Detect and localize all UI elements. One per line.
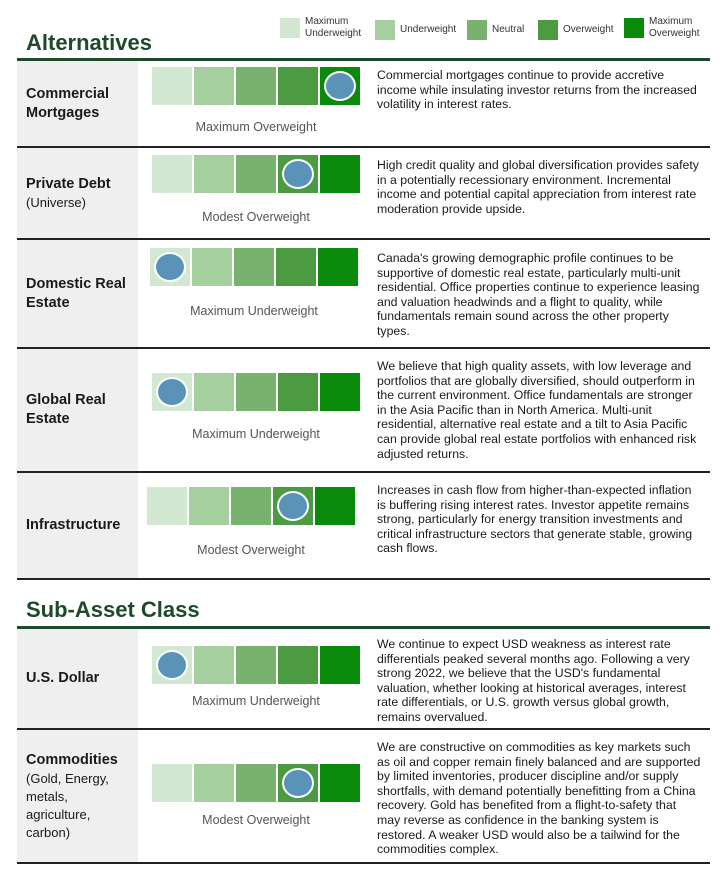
scale-cell-5 [320,764,360,802]
row-description: Increases in cash flow from higher-than-expected inflation is buffering rising interest rates. Investor appetite remains strong, particularly for energy transition investments and critical infrastructure sectors that generate stable, growing cash flows. [377,483,693,556]
scale-cell-1 [152,646,192,684]
legend-item-underweight [375,20,456,40]
row-global-real-estate [17,349,710,473]
row-description: We are constructive on commodities as key markets such as oil and copper remain finely balanced and are supported by limited inventories, producer discipline and/or supply shortfalls, with demand potentially benefitting from a China recovery. Gold has benefited from a flight-to-safety that may reverse as confidence in the banking system is restored. A weaker USD would also be a tailwind for the commodities complex. [377,740,701,857]
legend-item-overweight [538,20,614,40]
row-description: We believe that high quality assets, with low leverage and portfolios that are globally diversified, should outperform in the current environment. Office fundamentals are stronger in the Asia Pacific than in North America. Multi-unit residential, alternative real estate and a tilt to Asia Pacific can provide global real estate portfolios with enhanced risk adjusted returns. [377,359,697,461]
rating-label: Modest Overweight [197,543,305,557]
rating-label: Maximum Overweight [195,120,317,134]
scale-cell-2 [194,67,234,105]
row-subtitle: (Gold, Energy, metals, agriculture, carbon) [26,770,109,840]
legend-label: Underweight [400,24,457,35]
rating-marker [324,71,356,101]
row-private-debt [17,148,710,240]
legend-item-max-underweight [280,16,365,40]
row-name: Commercial Mortgages [26,85,110,121]
row-label [17,349,138,471]
row-us-dollar [17,629,710,730]
scale-cell-5 [320,373,360,411]
rating-marker [154,252,186,282]
scale-cell-1 [147,487,187,525]
scale-cell-4 [278,373,318,411]
scale-cell-2 [194,646,234,684]
rating-scale [150,248,358,286]
legend-swatch [280,18,300,38]
row-name: Commodities [26,751,118,768]
legend-swatch [538,20,558,40]
row-description: Commercial mortgages continue to provide accretive income while insulating investor returns from the increased volatility in interest rates. [377,68,697,112]
scale-cell-3 [234,248,274,286]
scale-cell-3 [236,646,276,684]
row-name: U.S. Dollar [26,670,100,686]
scale-cell-3 [236,373,276,411]
scale-cell-4 [276,248,316,286]
row-label [17,61,138,146]
row-label [17,730,138,862]
scale-cell-5 [320,67,360,105]
scale-cell-1 [152,764,192,802]
rating-label: Modest Overweight [202,210,310,224]
row-name: Private Debt [26,175,111,192]
scale-cell-2 [194,373,234,411]
legend-label: Neutral [492,24,525,35]
legend-item-neutral [467,20,524,40]
scale-cell-3 [231,487,271,525]
scale-cell-5 [315,487,355,525]
row-subtitle: (Universe) [26,194,86,210]
legend-label: Maximum Overweight [649,16,700,39]
legend-label: Overweight [563,24,614,35]
rating-scale [152,67,360,105]
row-name: Global Real Estate [26,392,106,427]
rating-marker [282,159,314,189]
rating-scale [147,487,355,525]
row-description: High credit quality and global diversification provides safety in a potentially recessionary environment. Incremental income and potential capital appreciation from interest rate moderation provide upside. [377,158,699,216]
scale-cell-5 [318,248,358,286]
rating-scale [152,373,360,411]
scale-cell-2 [194,764,234,802]
legend-swatch [375,20,395,40]
rating-scale [152,646,360,684]
scale-cell-1 [152,155,192,193]
scale-cell-2 [189,487,229,525]
rating-marker [282,768,314,798]
scale-cell-1 [152,67,192,105]
scale-cell-1 [152,373,192,411]
legend-swatch [624,18,644,38]
scale-cell-3 [236,764,276,802]
scale-cell-3 [236,67,276,105]
row-label [17,240,138,347]
scale-cell-4 [278,646,318,684]
rating-label: Maximum Underweight [190,304,318,318]
legend-item-max-overweight [624,16,705,40]
row-name: Infrastructure [26,517,121,533]
scale-cell-2 [192,248,232,286]
row-label [17,629,138,728]
row-domestic-real-estate [17,240,710,349]
row-label [17,473,138,578]
legend-swatch [467,20,487,40]
legend [280,14,710,44]
rating-scale [152,155,360,193]
section-title-alternatives: Alternatives [26,30,152,55]
scale-cell-2 [194,155,234,193]
rating-marker [156,650,188,680]
legend-label: Maximum Underweight [305,16,362,39]
rating-label: Maximum Underweight [192,694,320,708]
row-description: We continue to expect USD weakness as interest rate differentials peaked several months ago. Following a very strong 2022, we believe that the USD's fundamental valuation, whether looking at historical averages, interest rate differentials, or U.S. growth versus global growth, remains overvalued. [377,637,690,724]
row-name: Domestic Real Estate [26,275,126,311]
scale-cell-4 [278,67,318,105]
scale-cell-4 [278,155,318,193]
rating-scale [152,764,360,802]
row-commodities [17,730,710,864]
section-title-sub-asset-class: Sub-Asset Class [26,597,200,622]
scale-cell-5 [320,646,360,684]
scale-cell-3 [236,155,276,193]
row-label [17,148,138,238]
rating-marker [156,377,188,407]
row-description: Canada's growing demographic profile continues to be supportive of domestic real estate, particularly multi-unit residential. Office properties continue to experience leasing and valuation headwinds and a flight to quality, while fundamentals remain sound across the other property types. [377,251,700,338]
row-infrastructure [17,473,710,580]
scale-cell-1 [150,248,190,286]
row-commercial-mortgages [17,61,710,148]
rating-marker [277,491,309,521]
scale-cell-4 [273,487,313,525]
rating-label: Modest Overweight [202,813,310,827]
scale-cell-5 [320,155,360,193]
rating-label: Maximum Underweight [192,427,320,441]
scale-cell-4 [278,764,318,802]
